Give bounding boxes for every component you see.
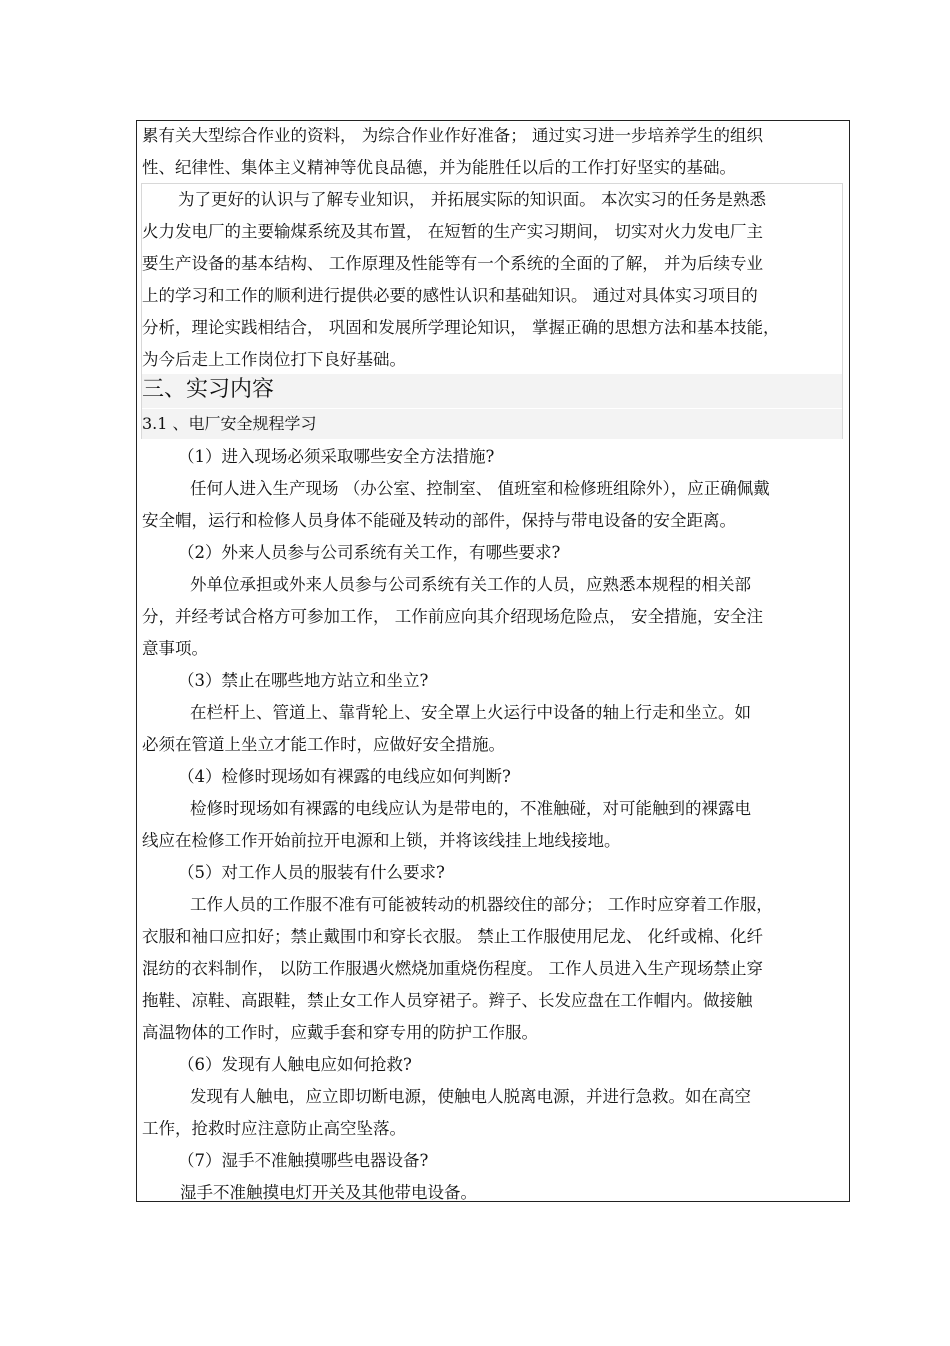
- answer-line: 拖鞋、凉鞋、高跟鞋，禁止女工作人员穿裙子。辫子、长发应盘在工作帽内。做接触: [142, 991, 753, 1010]
- answer-line: 湿手不准触摸电灯开关及其他带电设备。: [180, 1183, 477, 1202]
- question-3: （3）禁止在哪些地方站立和坐立?: [178, 671, 429, 690]
- answer-line: 发现有人触电，应立即切断电源，使触电人脱离电源，并进行急救。如在高空: [190, 1087, 751, 1106]
- answer-line: 高温物体的工作时，应戴手套和穿专用的防护工作服。: [142, 1023, 538, 1042]
- question-2: （2）外来人员参与公司系统有关工作，有哪些要求?: [178, 543, 561, 562]
- answer-line: 任何人进入生产现场 （办公室、控制室、 值班室和检修班组除外），应正确佩戴: [190, 479, 770, 498]
- purpose-line: 要生产设备的基本结构、 工作原理及性能等有一个系统的全面的了解， 并为后续专业: [142, 254, 763, 273]
- purpose-line: 火力发电厂的主要输煤系统及其布置， 在短暂的生产实习期间， 切实对火力发电厂主: [142, 222, 763, 241]
- answer-line: 衣服和袖口应扣好；禁止戴围巾和穿长衣服。 禁止工作服使用尼龙、 化纤或棉、化纤: [142, 927, 763, 946]
- answer-line: 意事项。: [142, 639, 208, 658]
- answer-line: 分，并经考试合格方可参加工作， 工作前应向其介绍现场危险点， 安全措施，安全注: [142, 607, 763, 626]
- purpose-line: 分析，理论实践相结合， 巩固和发展所学理论知识， 掌握正确的思想方法和基本技能，: [142, 318, 780, 337]
- question-6: （6）发现有人触电应如何抢救?: [178, 1055, 412, 1074]
- purpose-line: 上的学习和工作的顺利进行提供必要的感性认识和基础知识。 通过对具体实习项目的: [142, 286, 758, 305]
- section-title: 三、实习内容: [142, 377, 275, 402]
- question-7: （7）湿手不准触摸哪些电器设备?: [178, 1151, 429, 1170]
- question-5: （5）对工作人员的服装有什么要求?: [178, 863, 445, 882]
- purpose-line: 为今后走上工作岗位打下良好基础。: [142, 350, 406, 369]
- question-4: （4）检修时现场如有裸露的电线应如何判断?: [178, 767, 511, 786]
- answer-line: 外单位承担或外来人员参与公司系统有关工作的人员，应熟悉本规程的相关部: [190, 575, 751, 594]
- answer-line: 安全帽，运行和检修人员身体不能碰及转动的部件，保持与带电设备的安全距离。: [142, 511, 736, 530]
- intro-line: 性、纪律性、集体主义精神等优良品德，并为能胜任以后的工作打好坚实的基础。: [142, 158, 736, 177]
- answer-line: 线应在检修工作开始前拉开电源和上锁，并将该线挂上地线接地。: [142, 831, 621, 850]
- answer-line: 工作，抢救时应注意防止高空坠落。: [142, 1119, 406, 1138]
- intro-line: 累有关大型综合作业的资料， 为综合作业作好准备； 通过实习进一步培养学生的组织: [142, 126, 763, 145]
- purpose-line: 为了更好的认识与了解专业知识， 并拓展实际的知识面。 本次实习的任务是熟悉: [178, 190, 766, 209]
- subsection-title: 3.1 、电厂安全规程学习: [142, 414, 317, 433]
- answer-line: 混纺的衣料制作， 以防工作服遇火燃烧加重烧伤程度。 工作人员进入生产现场禁止穿: [142, 959, 763, 978]
- question-1: （1）进入现场必须采取哪些安全方法措施?: [178, 447, 495, 466]
- answer-line: 检修时现场如有裸露的电线应认为是带电的，不准触碰，对可能触到的裸露电: [190, 799, 751, 818]
- answer-line: 在栏杆上、管道上、靠背轮上、安全罩上火运行中设备的轴上行走和坐立。如: [190, 703, 751, 722]
- answer-line: 工作人员的工作服不准有可能被转动的机器绞住的部分； 工作时应穿着工作服，: [190, 895, 773, 914]
- answer-line: 必须在管道上坐立才能工作时，应做好安全措施。: [142, 735, 505, 754]
